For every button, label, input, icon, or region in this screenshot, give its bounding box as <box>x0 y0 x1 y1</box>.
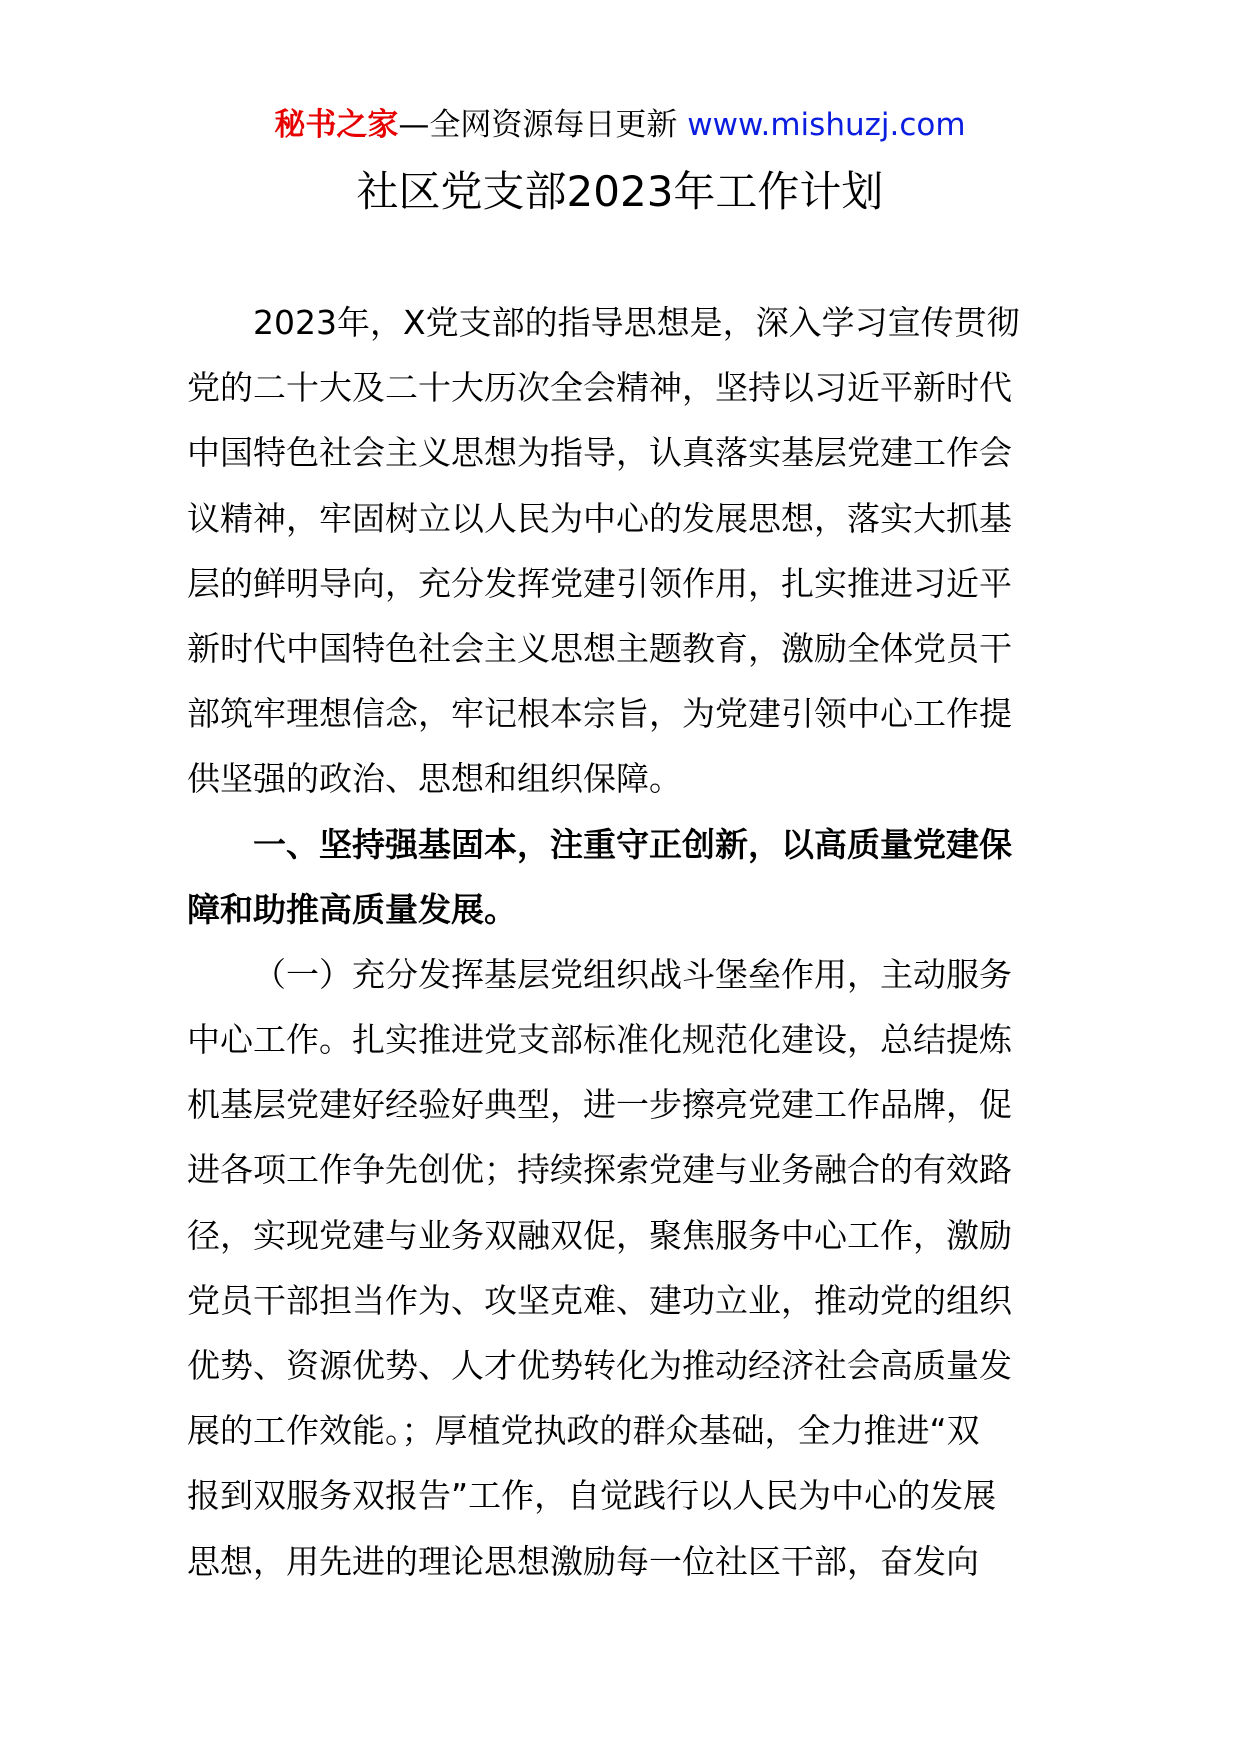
paragraph-line: 径，实现党建与业务双融双促，聚焦服务中心工作，激励 <box>187 1215 1012 1255</box>
paragraph-line: 供坚强的政治、思想和组织保障。 <box>187 759 682 799</box>
paragraph-line: 展的工作效能。；厚植党执政的群众基础，全力推进“双 <box>187 1411 980 1451</box>
paragraph-line: 思想，用先进的理论思想激励每一位社区干部，奋发向 <box>187 1541 979 1581</box>
paragraph-line: 党员干部担当作为、攻坚克难、建功立业，推动党的组织 <box>187 1280 1012 1320</box>
site-url-link[interactable]: www.mishuzj.com <box>687 107 966 143</box>
paragraph-line: 2023年，X党支部的指导思想是，深入学习宣传贯彻 <box>253 303 1020 342</box>
paragraph-line: 新时代中国特色社会主义思想主题教育，激励全体党员干 <box>187 628 1012 668</box>
paragraph-line: 议精神，牢固树立以人民为中心的发展思想，落实大抓基 <box>187 498 1012 538</box>
paragraph-line: 机基层党建好经验好典型，进一步擦亮党建工作品牌，促 <box>187 1085 1012 1125</box>
paragraph-line: 进各项工作争先创优；持续探索党建与业务融合的有效路 <box>187 1150 1012 1190</box>
document-title: 社区党支部2023年工作计划 <box>356 167 884 216</box>
paragraph-line: 部筑牢理想信念，牢记根本宗旨，为党建引领中心工作提 <box>187 694 1012 734</box>
paragraph-line: 层的鲜明导向，充分发挥党建引领作用，扎实推进习近平 <box>187 563 1012 603</box>
document-body <box>187 290 1057 1594</box>
paragraph-line: 党的二十大及二十大历次全会精神，坚持以习近平新时代 <box>187 368 1012 408</box>
section-heading-line: 障和助推高质量发展。 <box>187 889 517 929</box>
paragraph-line: （一）充分发挥基层党组织战斗堡垒作用，主动服务 <box>253 954 1012 994</box>
paragraph-line: 中心工作。扎实推进党支部标准化规范化建设，总结提炼 <box>187 1020 1012 1060</box>
site-header <box>0 100 1240 150</box>
paragraph-line: 中国特色社会主义思想为指导，认真落实基层党建工作会 <box>187 433 1012 473</box>
section-heading-line: 一、坚持强基固本，注重守正创新，以高质量党建保 <box>253 824 1012 864</box>
paragraph-line: 报到双服务双报告”工作，自觉践行以人民为中心的发展 <box>187 1476 997 1516</box>
header-slogan: —全网资源每日更新 <box>398 107 678 143</box>
paragraph-line: 优势、资源优势、人才优势转化为推动经济社会高质量发 <box>187 1346 1012 1385</box>
brand-name: 秘书之家 <box>274 107 399 143</box>
